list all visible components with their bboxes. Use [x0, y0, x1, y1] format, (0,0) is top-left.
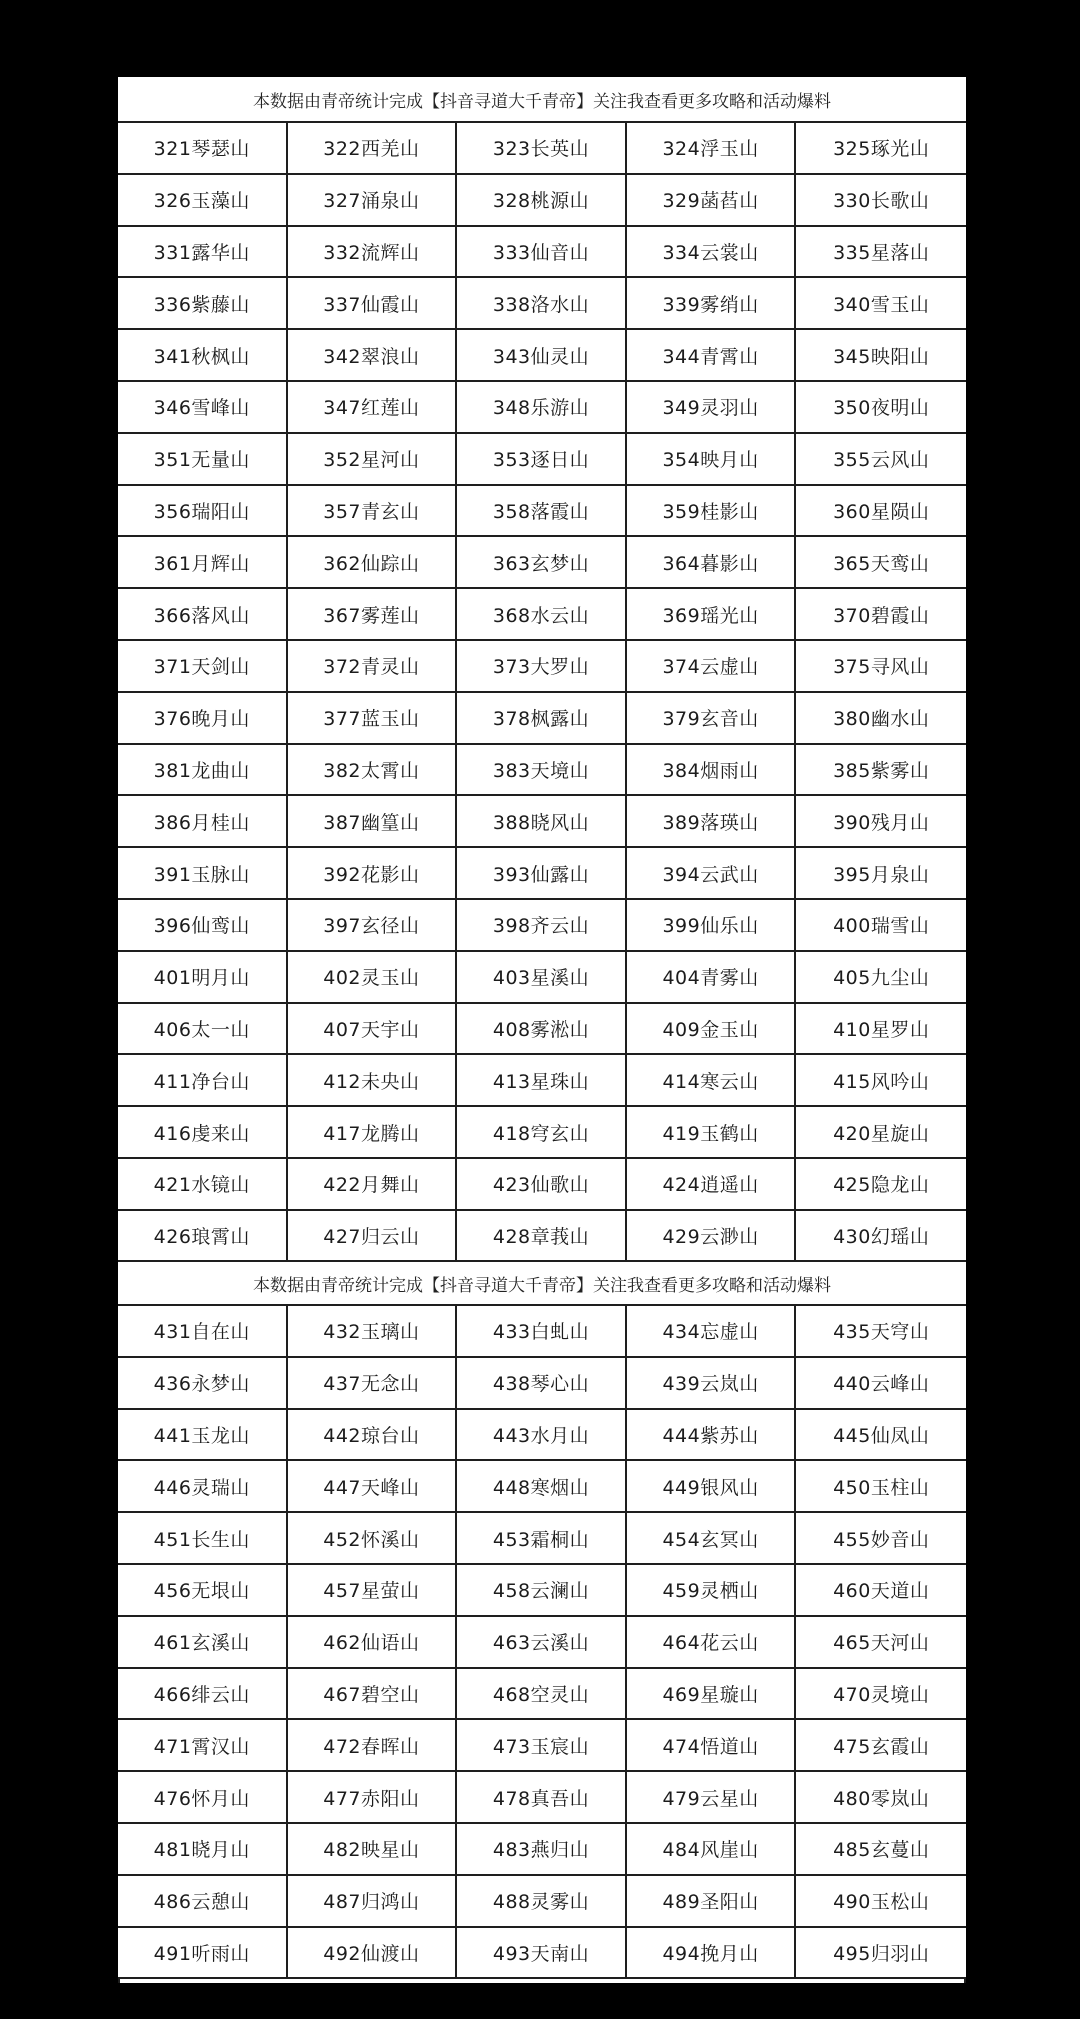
table-cell: 440云峰山: [796, 1358, 966, 1410]
table-cell: 371天剑山: [118, 641, 288, 693]
table-cell: 468空灵山: [457, 1669, 627, 1721]
table-cell: 446灵瑞山: [118, 1461, 288, 1513]
table-cell: 418穹玄山: [457, 1107, 627, 1159]
table-cell: 321琴瑟山: [118, 123, 288, 175]
table-cell: 424逍遥山: [627, 1159, 797, 1211]
table-cell: 375寻风山: [796, 641, 966, 693]
table-cell: 444紫苏山: [627, 1410, 797, 1462]
table-cell: 469星璇山: [627, 1669, 797, 1721]
table-cell: 346雪峰山: [118, 382, 288, 434]
table-cell: 493天南山: [457, 1928, 627, 1980]
table-cell: 470灵境山: [796, 1669, 966, 1721]
table-cell: 460天道山: [796, 1565, 966, 1617]
table-cell: 374云虚山: [627, 641, 797, 693]
table-cell: 448寒烟山: [457, 1461, 627, 1513]
table-cell: 433白虬山: [457, 1306, 627, 1358]
table-cell: 351无量山: [118, 434, 288, 486]
table-cell: 436永梦山: [118, 1358, 288, 1410]
table-cell: 435天穹山: [796, 1306, 966, 1358]
table-cell: 422月舞山: [288, 1159, 458, 1211]
table-cell: 404青雾山: [627, 952, 797, 1004]
table-cell: 411净台山: [118, 1055, 288, 1107]
table-cell: 478真吾山: [457, 1772, 627, 1824]
table-cell: 474悟道山: [627, 1720, 797, 1772]
table-cell: 391玉脉山: [118, 848, 288, 900]
table-cell: 413星珠山: [457, 1055, 627, 1107]
table-cell: 394云武山: [627, 848, 797, 900]
table-cell: 471霄汉山: [118, 1720, 288, 1772]
table-cell: 349灵羽山: [627, 382, 797, 434]
table-cell: 441玉龙山: [118, 1410, 288, 1462]
table-cell: 399仙乐山: [627, 900, 797, 952]
table-cell: 368水云山: [457, 589, 627, 641]
table-cell: 401明月山: [118, 952, 288, 1004]
table-cell: 495归羽山: [796, 1928, 966, 1980]
table-cell: 452怀溪山: [288, 1513, 458, 1565]
table-cell: 400瑞雪山: [796, 900, 966, 952]
table-cell: 392花影山: [288, 848, 458, 900]
table-cell: 458云澜山: [457, 1565, 627, 1617]
table-cell: 322西羌山: [288, 123, 458, 175]
table-cell: 490玉松山: [796, 1876, 966, 1928]
table-cell: 330长歌山: [796, 175, 966, 227]
table-cell: 429云渺山: [627, 1211, 797, 1263]
table-cell: 355云风山: [796, 434, 966, 486]
table-cell: 455妙音山: [796, 1513, 966, 1565]
table-cell: 357青玄山: [288, 486, 458, 538]
table-cell: 416虔来山: [118, 1107, 288, 1159]
table-cell: 345映阳山: [796, 330, 966, 382]
table-cell: 463云溪山: [457, 1617, 627, 1669]
table-cell: 369瑶光山: [627, 589, 797, 641]
table-cell: 489圣阳山: [627, 1876, 797, 1928]
table-cell: 431自在山: [118, 1306, 288, 1358]
table-cell: 484风崖山: [627, 1824, 797, 1876]
table-cell: 486云憩山: [118, 1876, 288, 1928]
table-cell: 385紫雾山: [796, 745, 966, 797]
table-cell: 384烟雨山: [627, 745, 797, 797]
table-cell: 344青霄山: [627, 330, 797, 382]
table-cell: 324浮玉山: [627, 123, 797, 175]
table-cell: 331露华山: [118, 227, 288, 279]
table-cell: 412未央山: [288, 1055, 458, 1107]
table-cell: 388晓风山: [457, 796, 627, 848]
table-cell: 342翠浪山: [288, 330, 458, 382]
table-cell: 477赤阳山: [288, 1772, 458, 1824]
mountain-grid: [118, 1306, 966, 1979]
table-cell: 432玉璃山: [288, 1306, 458, 1358]
table-cell: 341秋枫山: [118, 330, 288, 382]
table-cell: 358落霞山: [457, 486, 627, 538]
table-cell: 377蓝玉山: [288, 693, 458, 745]
table-cell: 348乐游山: [457, 382, 627, 434]
table-cell: 427归云山: [288, 1211, 458, 1263]
table-cell: 327涌泉山: [288, 175, 458, 227]
table-cell: 467碧空山: [288, 1669, 458, 1721]
table-cell: 372青灵山: [288, 641, 458, 693]
table-cell: 381龙曲山: [118, 745, 288, 797]
table-cell: 363玄梦山: [457, 537, 627, 589]
table-cell: 376晚月山: [118, 693, 288, 745]
table-cell: 494挽月山: [627, 1928, 797, 1980]
table-cell: 390残月山: [796, 796, 966, 848]
table-cell: 395月泉山: [796, 848, 966, 900]
table-cell: 367雾莲山: [288, 589, 458, 641]
table-cell: 380幽水山: [796, 693, 966, 745]
table-cell: 406太一山: [118, 1004, 288, 1056]
table-cell: 323长英山: [457, 123, 627, 175]
table-cell: 408雾淞山: [457, 1004, 627, 1056]
section-2: [118, 1260, 966, 1979]
table-cell: 393仙露山: [457, 848, 627, 900]
table-cell: 479云星山: [627, 1772, 797, 1824]
source-banner: 本数据由青帝统计完成【抖音寻道大千青帝】关注我查看更多攻略和活动爆料: [118, 77, 966, 123]
table-cell: 482映星山: [288, 1824, 458, 1876]
table-cell: 420星旋山: [796, 1107, 966, 1159]
table-cell: 485玄蔓山: [796, 1824, 966, 1876]
table-cell: 386月桂山: [118, 796, 288, 848]
table-cell: 389落瑛山: [627, 796, 797, 848]
table-cell: 329菡萏山: [627, 175, 797, 227]
table-cell: 354映月山: [627, 434, 797, 486]
table-cell: 442琼台山: [288, 1410, 458, 1462]
table-cell: 415风吟山: [796, 1055, 966, 1107]
table-cell: 414寒云山: [627, 1055, 797, 1107]
table-cell: 454玄冥山: [627, 1513, 797, 1565]
table-cell: 492仙渡山: [288, 1928, 458, 1980]
table-cell: 360星陨山: [796, 486, 966, 538]
table-cell: 451长生山: [118, 1513, 288, 1565]
table-cell: 352星河山: [288, 434, 458, 486]
table-cell: 328桃源山: [457, 175, 627, 227]
table-cell: 439云岚山: [627, 1358, 797, 1410]
table-cell: 335星落山: [796, 227, 966, 279]
table-cell: 445仙凤山: [796, 1410, 966, 1462]
table-cell: 487归鸿山: [288, 1876, 458, 1928]
table-cell: 347红莲山: [288, 382, 458, 434]
table-cell: 457星萤山: [288, 1565, 458, 1617]
table-cell: 366落风山: [118, 589, 288, 641]
table-cell: 476怀月山: [118, 1772, 288, 1824]
table-cell: 387幽篁山: [288, 796, 458, 848]
table-cell: 410星罗山: [796, 1004, 966, 1056]
table-cell: 396仙鸾山: [118, 900, 288, 952]
table-cell: 423仙歌山: [457, 1159, 627, 1211]
table-cell: 364暮影山: [627, 537, 797, 589]
table-cell: 465天河山: [796, 1617, 966, 1669]
table-cell: 450玉柱山: [796, 1461, 966, 1513]
table-cell: 488灵雾山: [457, 1876, 627, 1928]
table-cell: 430幻瑶山: [796, 1211, 966, 1263]
table-cell: 434忘虚山: [627, 1306, 797, 1358]
table-cell: 483燕归山: [457, 1824, 627, 1876]
table-cell: 362仙踪山: [288, 537, 458, 589]
table-cell: 447天峰山: [288, 1461, 458, 1513]
table-cell: 425隐龙山: [796, 1159, 966, 1211]
table-cell: 334云裳山: [627, 227, 797, 279]
table-cell: 333仙音山: [457, 227, 627, 279]
table-cell: 437无念山: [288, 1358, 458, 1410]
table-cell: 378枫露山: [457, 693, 627, 745]
table-cell: 383天境山: [457, 745, 627, 797]
table-cell: 475玄霞山: [796, 1720, 966, 1772]
table-cell: 337仙霞山: [288, 278, 458, 330]
table-cell: 443水月山: [457, 1410, 627, 1462]
table-cell: 326玉藻山: [118, 175, 288, 227]
table-cell: 473玉宸山: [457, 1720, 627, 1772]
table-cell: 464花云山: [627, 1617, 797, 1669]
table-cell: 481晓月山: [118, 1824, 288, 1876]
table-cell: 379玄音山: [627, 693, 797, 745]
source-banner: 本数据由青帝统计完成【抖音寻道大千青帝】关注我查看更多攻略和活动爆料: [118, 1260, 966, 1306]
table-cell: 472春晖山: [288, 1720, 458, 1772]
table-cell: 339雾绡山: [627, 278, 797, 330]
section-1: [118, 77, 966, 1263]
table-cell: 402灵玉山: [288, 952, 458, 1004]
table-cell: 340雪玉山: [796, 278, 966, 330]
table-cell: 343仙灵山: [457, 330, 627, 382]
table-cell: 353逐日山: [457, 434, 627, 486]
table-cell: 403星溪山: [457, 952, 627, 1004]
table-cell: 350夜明山: [796, 382, 966, 434]
table-cell: 407天宇山: [288, 1004, 458, 1056]
table-cell: 456无垠山: [118, 1565, 288, 1617]
table-cell: 405九尘山: [796, 952, 966, 1004]
table-cell: 491听雨山: [118, 1928, 288, 1980]
table-cell: 409金玉山: [627, 1004, 797, 1056]
table-cell: 336紫藤山: [118, 278, 288, 330]
table-cell: 453霜桐山: [457, 1513, 627, 1565]
table-cell: 359桂影山: [627, 486, 797, 538]
table-cell: 428章莪山: [457, 1211, 627, 1263]
mountain-grid: [118, 123, 966, 1263]
table-cell: 426琅霄山: [118, 1211, 288, 1263]
table-cell: 461玄溪山: [118, 1617, 288, 1669]
table-cell: 365天鸾山: [796, 537, 966, 589]
table-cell: 397玄径山: [288, 900, 458, 952]
table-cell: 417龙腾山: [288, 1107, 458, 1159]
table-cell: 325琢光山: [796, 123, 966, 175]
table-cell: 382太霄山: [288, 745, 458, 797]
table-cell: 419玉鹤山: [627, 1107, 797, 1159]
table-cell: 398齐云山: [457, 900, 627, 952]
table-cell: 373大罗山: [457, 641, 627, 693]
table-cell: 332流辉山: [288, 227, 458, 279]
table-cell: 438琴心山: [457, 1358, 627, 1410]
document-sheet: [118, 77, 966, 1983]
table-cell: 462仙语山: [288, 1617, 458, 1669]
table-cell: 449银风山: [627, 1461, 797, 1513]
table-cell: 480零岚山: [796, 1772, 966, 1824]
table-cell: 421水镜山: [118, 1159, 288, 1211]
table-cell: 459灵栖山: [627, 1565, 797, 1617]
table-cell: 466绯云山: [118, 1669, 288, 1721]
table-cell: 361月辉山: [118, 537, 288, 589]
table-cell: 370碧霞山: [796, 589, 966, 641]
table-cell: 356瑞阳山: [118, 486, 288, 538]
table-cell: 338洛水山: [457, 278, 627, 330]
